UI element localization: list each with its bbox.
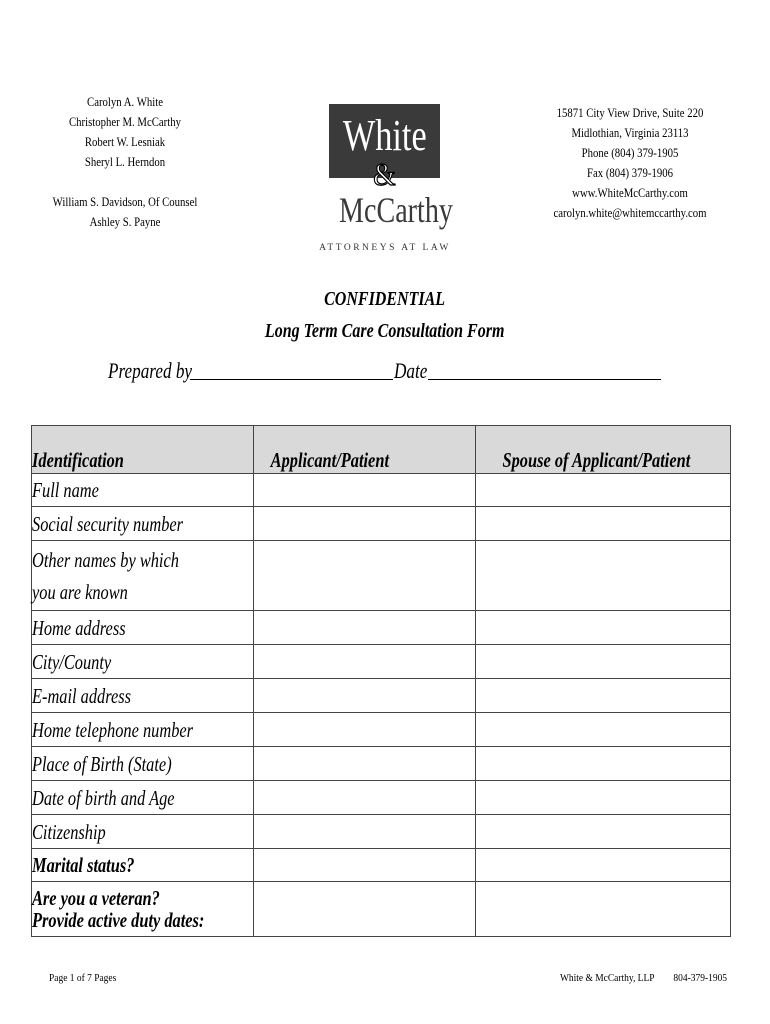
spouse-cell[interactable] <box>475 507 730 541</box>
table-header-row <box>32 426 731 474</box>
prepared-by-label: Prepared by <box>108 358 193 383</box>
address-line: 15871 City View Drive, Suite 220 <box>556 106 704 120</box>
spouse-cell[interactable] <box>475 713 730 747</box>
applicant-cell[interactable] <box>254 849 476 882</box>
table-row <box>32 781 731 815</box>
spouse-cell[interactable] <box>475 781 730 815</box>
logo-tagline: ATTORNEYS AT LAW <box>319 243 451 253</box>
attorney-name: Sheryl L. Herndon <box>84 155 166 169</box>
applicant-cell[interactable] <box>254 781 476 815</box>
logo-white-text: White <box>342 111 427 160</box>
table-row <box>32 474 731 507</box>
counsel-name: Ashley S. Payne <box>89 215 161 229</box>
form-subtitle: Long Term Care Consultation Form <box>265 320 505 342</box>
page-number: Page 1 of 7 Pages <box>49 972 117 984</box>
applicant-cell[interactable] <box>254 713 476 747</box>
spouse-cell[interactable] <box>475 815 730 849</box>
applicant-cell[interactable] <box>254 645 476 679</box>
table-row <box>32 747 731 781</box>
attorney-name: Christopher M. McCarthy <box>69 115 181 129</box>
row-label: Other names by which you are known <box>32 541 254 611</box>
attorney-name: Robert W. Lesniak <box>84 135 166 149</box>
spouse-cell[interactable] <box>475 679 730 713</box>
table-row <box>32 713 731 747</box>
table-row <box>32 679 731 713</box>
table-row <box>32 507 731 541</box>
applicant-cell[interactable] <box>254 747 476 781</box>
column-header: Applicant/Patient <box>254 426 476 474</box>
row-label: Date of birth and Age <box>32 781 254 815</box>
applicant-cell[interactable] <box>254 882 476 937</box>
attorney-list <box>35 92 216 232</box>
footer-firm <box>560 972 727 984</box>
row-label: Citizenship <box>32 815 254 849</box>
applicant-cell[interactable] <box>254 679 476 713</box>
applicant-cell[interactable] <box>254 474 476 507</box>
row-label: Are you a veteran? Provide active duty dates: <box>32 882 254 937</box>
firm-phone: 804-379-1905 <box>673 972 728 984</box>
city-line: Midlothian, Virginia 23113 <box>571 126 689 140</box>
email-link[interactable]: carolyn.white@whitemccarthy.com <box>553 206 707 220</box>
column-header: Identification <box>32 426 254 474</box>
column-header: Spouse of Applicant/Patient <box>475 426 730 474</box>
phone-line: Phone (804) 379-1905 <box>581 146 679 160</box>
row-label: Full name <box>32 474 254 507</box>
identification-table <box>31 425 731 937</box>
row-label: Social security number <box>32 507 254 541</box>
table-row <box>32 849 731 882</box>
spouse-cell[interactable] <box>475 541 730 611</box>
table-row <box>32 611 731 645</box>
row-label: City/County <box>32 645 254 679</box>
fax-line: Fax (804) 379-1906 <box>587 166 673 180</box>
date-label: Date <box>394 358 428 383</box>
row-label: E-mail address <box>32 679 254 713</box>
applicant-cell[interactable] <box>254 507 476 541</box>
spouse-cell[interactable] <box>475 882 730 937</box>
spouse-cell[interactable] <box>475 611 730 645</box>
website-link[interactable]: www.WhiteMcCarthy.com <box>572 186 688 200</box>
table-row <box>32 815 731 849</box>
row-label: Home telephone number <box>32 713 254 747</box>
applicant-cell[interactable] <box>254 611 476 645</box>
firm-logo <box>329 104 453 234</box>
spouse-cell[interactable] <box>475 474 730 507</box>
applicant-cell[interactable] <box>254 815 476 849</box>
prepared-by-field[interactable] <box>190 379 393 380</box>
counsel-name: William S. Davidson, Of Counsel <box>52 195 198 209</box>
firm-name: White & McCarthy, LLP <box>560 972 655 984</box>
applicant-cell[interactable] <box>254 541 476 611</box>
row-label: Place of Birth (State) <box>32 747 254 781</box>
row-label: Home address <box>32 611 254 645</box>
spouse-cell[interactable] <box>475 747 730 781</box>
page-title: CONFIDENTIAL <box>324 288 446 310</box>
attorney-name: Carolyn A. White <box>87 95 163 109</box>
table-row <box>32 882 731 937</box>
spouse-cell[interactable] <box>475 849 730 882</box>
date-field[interactable] <box>428 379 661 380</box>
logo-ampersand: & <box>373 156 396 192</box>
spouse-cell[interactable] <box>475 645 730 679</box>
row-label: Marital status? <box>32 849 254 882</box>
table-row <box>32 541 731 611</box>
logo-mccarthy-text: McCarthy <box>339 190 453 230</box>
firm-contact <box>544 103 716 223</box>
table-row <box>32 645 731 679</box>
